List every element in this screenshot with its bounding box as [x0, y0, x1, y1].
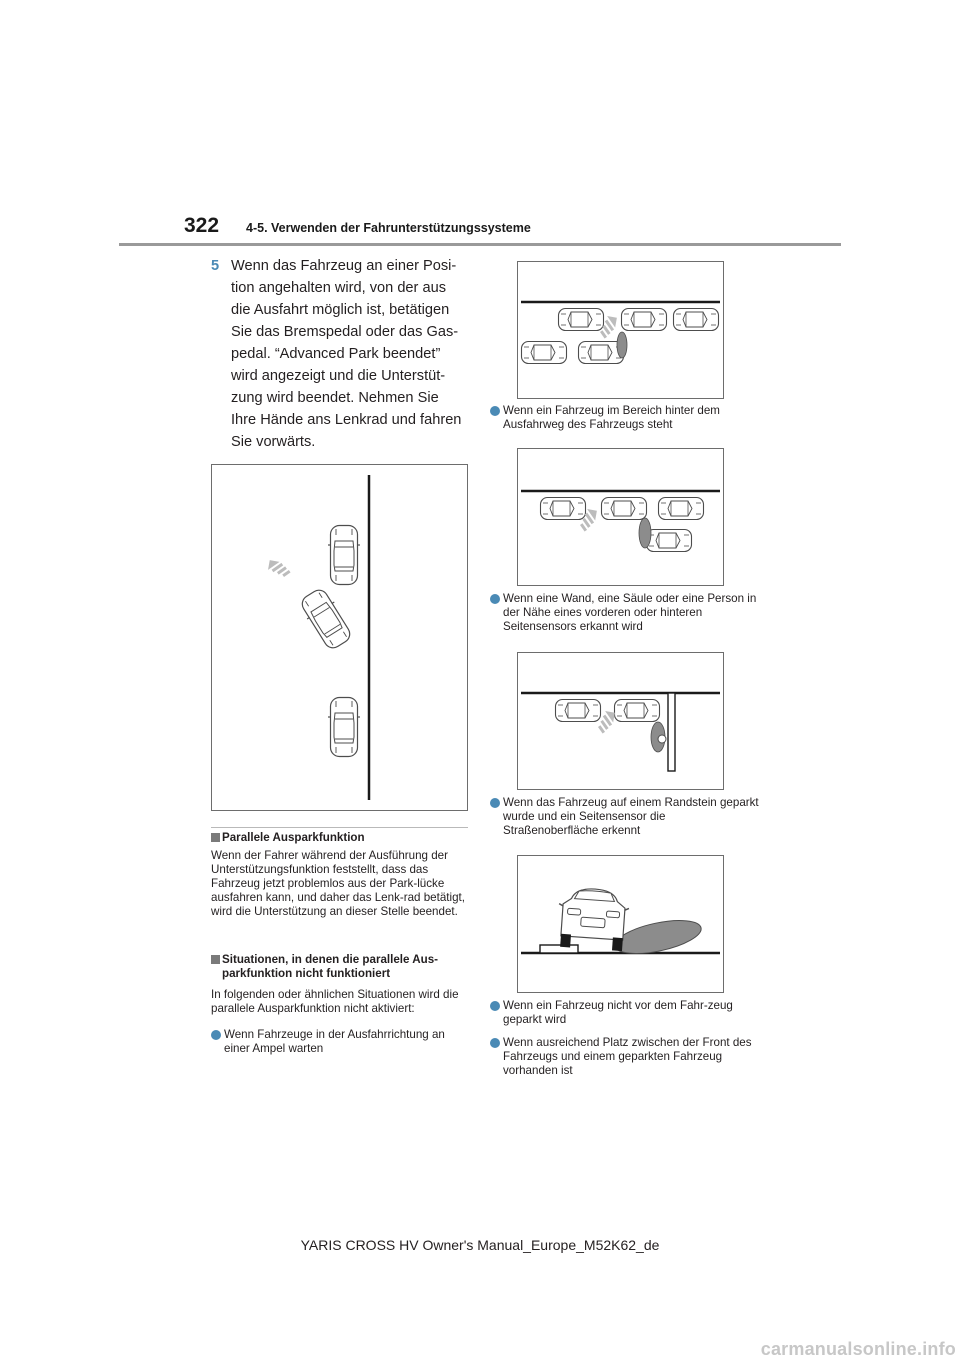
car-icon	[559, 309, 604, 331]
square-bullet-icon	[211, 955, 220, 964]
bullet-dot-icon	[490, 406, 500, 416]
watermark: carmanualsonline.info	[760, 1339, 956, 1359]
sensor-zone	[639, 518, 651, 548]
section-divider	[211, 827, 468, 828]
exit-arrow-icon	[264, 554, 291, 582]
bullet-no-vehicle-front: Wenn ein Fahrzeug nicht vor dem Fahr-zeug geparkt wird	[490, 999, 760, 1027]
footer-manual-id: YARIS CROSS HV Owner's Manual_Europe_M52K62_de	[300, 1237, 660, 1253]
square-bullet-icon	[211, 833, 220, 842]
bullet-traffic-light: Wenn Fahrzeuge in der Ausfahrrichtung an einer Ampel warten	[211, 1028, 468, 1056]
exiting-car-icon	[297, 586, 355, 653]
curb-icon	[540, 945, 578, 953]
figure-curb-sensor	[517, 652, 724, 790]
pillar-icon	[668, 693, 675, 771]
car-icon	[541, 498, 586, 520]
figure-vehicle-behind	[517, 261, 724, 399]
header-divider	[119, 243, 841, 246]
bullet-wall-pillar-person: Wenn eine Wand, eine Säule oder eine Person in der Nähe eines vorderen oder hinteren Seitensensors erkannt wird	[490, 592, 760, 634]
own-car-icon	[615, 700, 660, 722]
own-car-icon	[647, 530, 692, 552]
bullet-dot-icon	[490, 594, 500, 604]
car-icon	[522, 342, 567, 364]
car-icon	[659, 498, 704, 520]
step-5	[211, 255, 466, 453]
car-icon	[602, 498, 647, 520]
sensor-zone	[617, 332, 627, 358]
step-number: 5	[211, 258, 220, 274]
bullet-dot-icon	[490, 798, 500, 808]
person-icon	[658, 735, 666, 743]
bullet-dot-icon	[490, 1001, 500, 1011]
car-front-view-icon	[556, 887, 630, 952]
para-parallel-exit: Wenn der Fahrer während der Ausführung der Unterstützungsfunktion feststellt, dass das Fahrzeug jetzt problemlos aus der Park-lücke ausfahren kann, und daher das Lenk-rad betätigt, wird die Unterstützung an dieser Stelle beendet.	[211, 849, 465, 918]
heading-parallel-exit: Parallele Ausparkfunktion	[211, 831, 468, 845]
para-not-working: In folgenden oder ähnlichen Situationen wird die parallele Ausparkfunktion nicht aktiviert:	[211, 988, 459, 1015]
parked-car-rear-icon	[328, 698, 360, 757]
car-icon	[556, 700, 601, 722]
page-number: 322	[184, 214, 220, 237]
own-car-icon	[622, 309, 667, 331]
bullet-vehicle-behind: Wenn ein Fahrzeug im Bereich hinter dem Ausfahrweg des Fahrzeugs steht	[490, 404, 760, 432]
section-title: 4-5. Verwenden der Fahrunterstützungssysteme	[246, 221, 531, 235]
car-icon	[674, 309, 719, 331]
step-text: Wenn das Fahrzeug an einer Posi-tion angehalten wird, von der aus die Ausfahrt möglich ist, betätigen Sie das Bremspedal oder das Gas-pedal. “Advanced Park beendet” wird angezeigt und die Unterstüt-zung wird beendet. Nehmen Sie Ihre Hände ans Lenkrad und fahren Sie vorwärts.	[231, 258, 462, 450]
bullet-dot-icon	[490, 1038, 500, 1048]
bullet-curb-sensor: Wenn das Fahrzeug auf einem Randstein geparkt wurde und ein Seitensensor die Straßenoberfläche erkennt	[490, 796, 760, 838]
parked-car-front-icon	[328, 526, 360, 585]
figure-curb-side-view	[517, 855, 724, 993]
figure-wall-pillar-person	[517, 448, 724, 586]
bullet-dot-icon	[211, 1030, 221, 1040]
bullet-enough-space: Wenn ausreichend Platz zwischen der Front des Fahrzeugs und einem geparkten Fahrzeug vorhanden ist	[490, 1036, 760, 1078]
heading-not-working: Situationen, in denen die parallele Aus-parkfunktion nicht funktioniert	[211, 953, 468, 981]
figure-pull-out	[211, 464, 468, 811]
